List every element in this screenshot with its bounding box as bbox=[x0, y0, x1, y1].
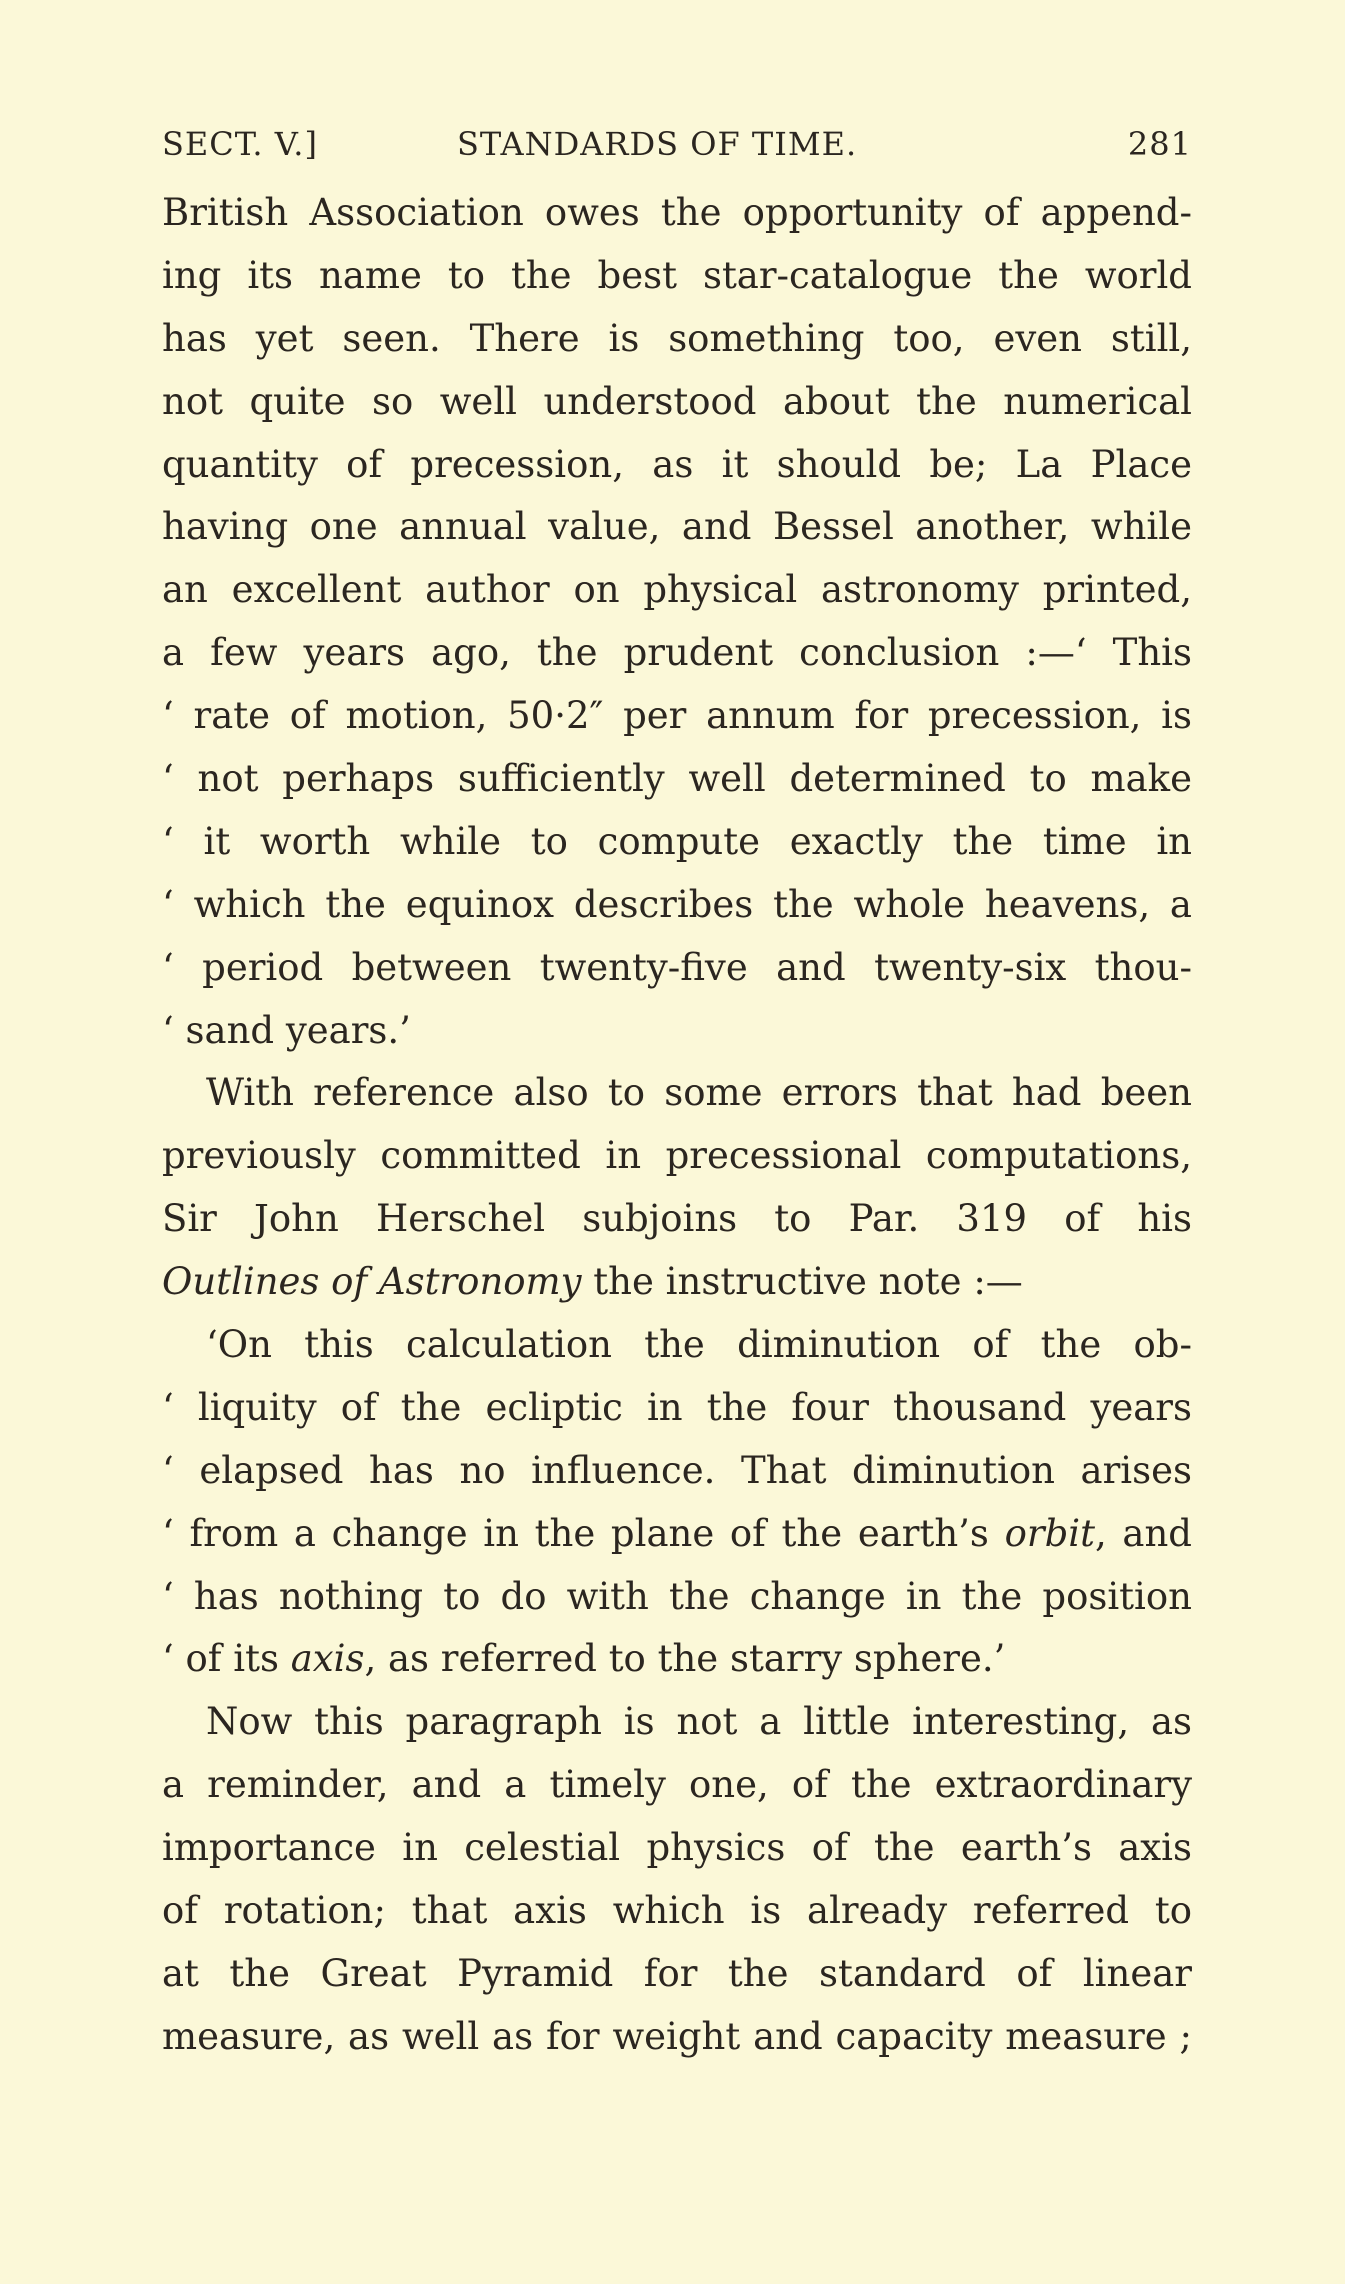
text-line: ‘ elapsed has no influence. That diminution arises bbox=[162, 1448, 1192, 1492]
text-line: of rotation; that axis which is already referred to bbox=[162, 1889, 1192, 1933]
text-line: ing its name to the best star-catalogue the world bbox=[162, 253, 1192, 297]
text-line: not quite so well understood about the numerical bbox=[162, 379, 1192, 423]
page-title: STANDARDS OF TIME. bbox=[457, 125, 858, 163]
text-line: ‘ not perhaps sufficiently well determined to make bbox=[162, 757, 1192, 801]
text-line: ‘ liquity of the ecliptic in the four thousand years bbox=[162, 1385, 1192, 1429]
emphasis: orbit bbox=[1004, 1511, 1095, 1555]
text-line: ‘ has nothing to do with the change in the position bbox=[162, 1574, 1192, 1618]
text-line: previously committed in precessional computations, bbox=[162, 1134, 1192, 1178]
text-line: British Association owes the opportunity of append- bbox=[162, 191, 1192, 234]
text-line: quantity of precession, as it should be; La Place bbox=[162, 442, 1192, 486]
text-line: a few years ago, the prudent conclusion :—‘ This bbox=[162, 631, 1192, 675]
text-line: ‘ it worth while to compute exactly the time in bbox=[162, 819, 1192, 863]
emphasis: axis bbox=[290, 1637, 365, 1681]
text-line: has yet seen. There is something too, even still, bbox=[162, 316, 1192, 360]
page-number: 281 bbox=[1127, 125, 1192, 163]
text-line: ‘ of its axis, as referred to the starry sphere.’ bbox=[162, 1637, 1006, 1681]
body-text bbox=[162, 182, 1192, 2069]
text-line: ‘ which the equinox describes the whole heavens, a bbox=[162, 882, 1192, 926]
text-line: Outlines of Astronomy the instructive note :— bbox=[162, 1260, 1023, 1304]
text-line: at the Great Pyramid for the standard of linear bbox=[162, 1951, 1192, 1995]
quote-start-line: ‘On this calculation the diminution of the ob- bbox=[206, 1323, 1192, 1367]
text-line: Sir John Herschel subjoins to Par. 319 of his bbox=[162, 1197, 1192, 1241]
text-line: having one annual value, and Bessel another, while bbox=[162, 505, 1192, 549]
section-label: SECT. V.] bbox=[162, 125, 318, 163]
running-head bbox=[162, 125, 1192, 175]
text-line: ‘ from a change in the plane of the earth’s orbit, and bbox=[162, 1511, 1192, 1555]
text-line: an excellent author on physical astronomy printed, bbox=[162, 568, 1192, 612]
text-line: importance in celestial physics of the earth’s axis bbox=[162, 1826, 1192, 1870]
book-title: Outlines of Astronomy bbox=[162, 1260, 582, 1304]
text-line: ‘ period between twenty-five and twenty-six thou- bbox=[162, 945, 1192, 989]
text-line: a reminder, and a timely one, of the extraordinary bbox=[162, 1763, 1192, 1807]
paragraph-start-line: Now this paragraph is not a little interesting, as bbox=[206, 1700, 1192, 1744]
text-line: ‘ sand years.’ bbox=[162, 1008, 411, 1052]
text-line: ‘ rate of motion, 50·2″ per annum for precession, is bbox=[162, 694, 1192, 738]
text-line: measure, as well as for weight and capacity measure ; bbox=[162, 2014, 1192, 2058]
paragraph-start-line: With reference also to some errors that had been bbox=[206, 1071, 1192, 1115]
